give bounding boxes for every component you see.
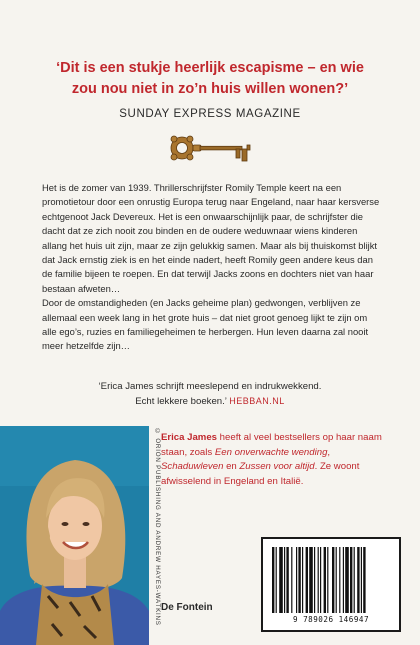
- author-photo: [0, 426, 149, 645]
- isbn-number: 9 789026 146947: [292, 615, 370, 624]
- blurb-paragraph-1: Het is de zomer van 1939. Thrillerschrijfster Romily Temple keert na een promotietour door een onrustig Europa terug naar Engeland, naar haar kersverse echtgenoot Jack Devereux. Het is een onwaarschijnlijk paar, de schrijfster die dacht dat ze zich nooit zou binden en de oudere weduwnaar wiens kinderen allang het huis uit zijn, maar ze zijn gelukkig samen. Maar als bij thuiskomst blijkt dat Jack ernstig ziek is en het einde nadert, heeft Romily geen andere keus dan de familie bijeen te roepen. En dat terwijl Jacks zoons en dochters niet van haar bestaan afweten…: [42, 182, 380, 294]
- cover-quote: [20, 58, 400, 100]
- antique-key-icon: [168, 128, 256, 170]
- barcode-bar: [302, 547, 303, 613]
- barcode-bar: [327, 547, 328, 613]
- bio-text-1: heeft al veel bestsellers op haar naam staan, zoals: [161, 432, 382, 458]
- barcode-bar: [339, 547, 340, 613]
- barcode-bar: [332, 547, 334, 613]
- review-line-1: ‘Erica James schrijft meeslepend en indrukwekkend.: [98, 381, 322, 392]
- barcode-bar: [298, 547, 300, 613]
- quote-source: SUNDAY EXPRESS MAGAZINE: [119, 108, 301, 120]
- quote-line-1: ‘Dit is een stukje heerlijk escapisme – en wie: [56, 60, 364, 76]
- barcode-bar: [291, 547, 292, 613]
- barcode-bar: [361, 547, 362, 613]
- barcode-bar: [324, 547, 326, 613]
- photo-credit: © ORION PUBLISHING AND ANDREW HAYES-WATKINS: [154, 428, 161, 626]
- barcode-bar: [357, 547, 359, 613]
- book-title-1: Een onverwachte wending: [214, 446, 328, 458]
- barcode-bar: [354, 547, 355, 613]
- barcode-bar: [363, 547, 365, 613]
- barcode-bar: [350, 547, 352, 613]
- barcode-bar: [272, 547, 274, 613]
- barcode-bar: [345, 547, 349, 613]
- barcode-bar: [318, 547, 319, 613]
- barcode-bar: [336, 547, 337, 613]
- barcode-bar: [286, 547, 288, 613]
- review-line-2: Echt lekkere boeken.’: [135, 396, 227, 407]
- isbn-barcode: [261, 537, 401, 632]
- blurb-paragraph-2: Door de omstandigheden (en Jacks geheime plan) gedwongen, verblijven ze allemaal een week lang in het grote huis – dat niet groot genoeg lijkt te zijn om alle ego’s, ruzies en familiegeheimen te herbergen. Hun leven daarna zal nooit meer hetzelfde zijn…: [42, 297, 369, 352]
- bio-sep-2: en: [223, 461, 240, 473]
- publisher-name: De Fontein: [161, 602, 213, 613]
- barcode-bar: [276, 547, 277, 613]
- author-name: Erica James: [161, 432, 218, 443]
- bio-text-2: . Ze woont afwisselend in Engeland en Italië.: [161, 461, 360, 487]
- barcode-bar: [284, 547, 285, 613]
- barcode-bar: [343, 547, 344, 613]
- review-quote: [40, 379, 380, 409]
- bio-sep-1: ,: [327, 446, 331, 458]
- author-bio: [161, 431, 383, 489]
- barcode-bar: [309, 547, 313, 613]
- barcode-bar: [306, 547, 308, 613]
- blurb: [42, 181, 382, 354]
- barcode-bar: [320, 547, 321, 613]
- book-title-3: Zussen voor altijd: [239, 461, 315, 473]
- quote-line-2: zou nou niet in zo’n huis willen wonen?’: [71, 81, 349, 97]
- book-title-2: Schaduwleven: [161, 461, 224, 473]
- review-source: HEBBAN.NL: [229, 396, 285, 406]
- barcode-bar: [296, 547, 297, 613]
- barcode-bar: [279, 547, 283, 613]
- barcode-bar: [314, 547, 315, 613]
